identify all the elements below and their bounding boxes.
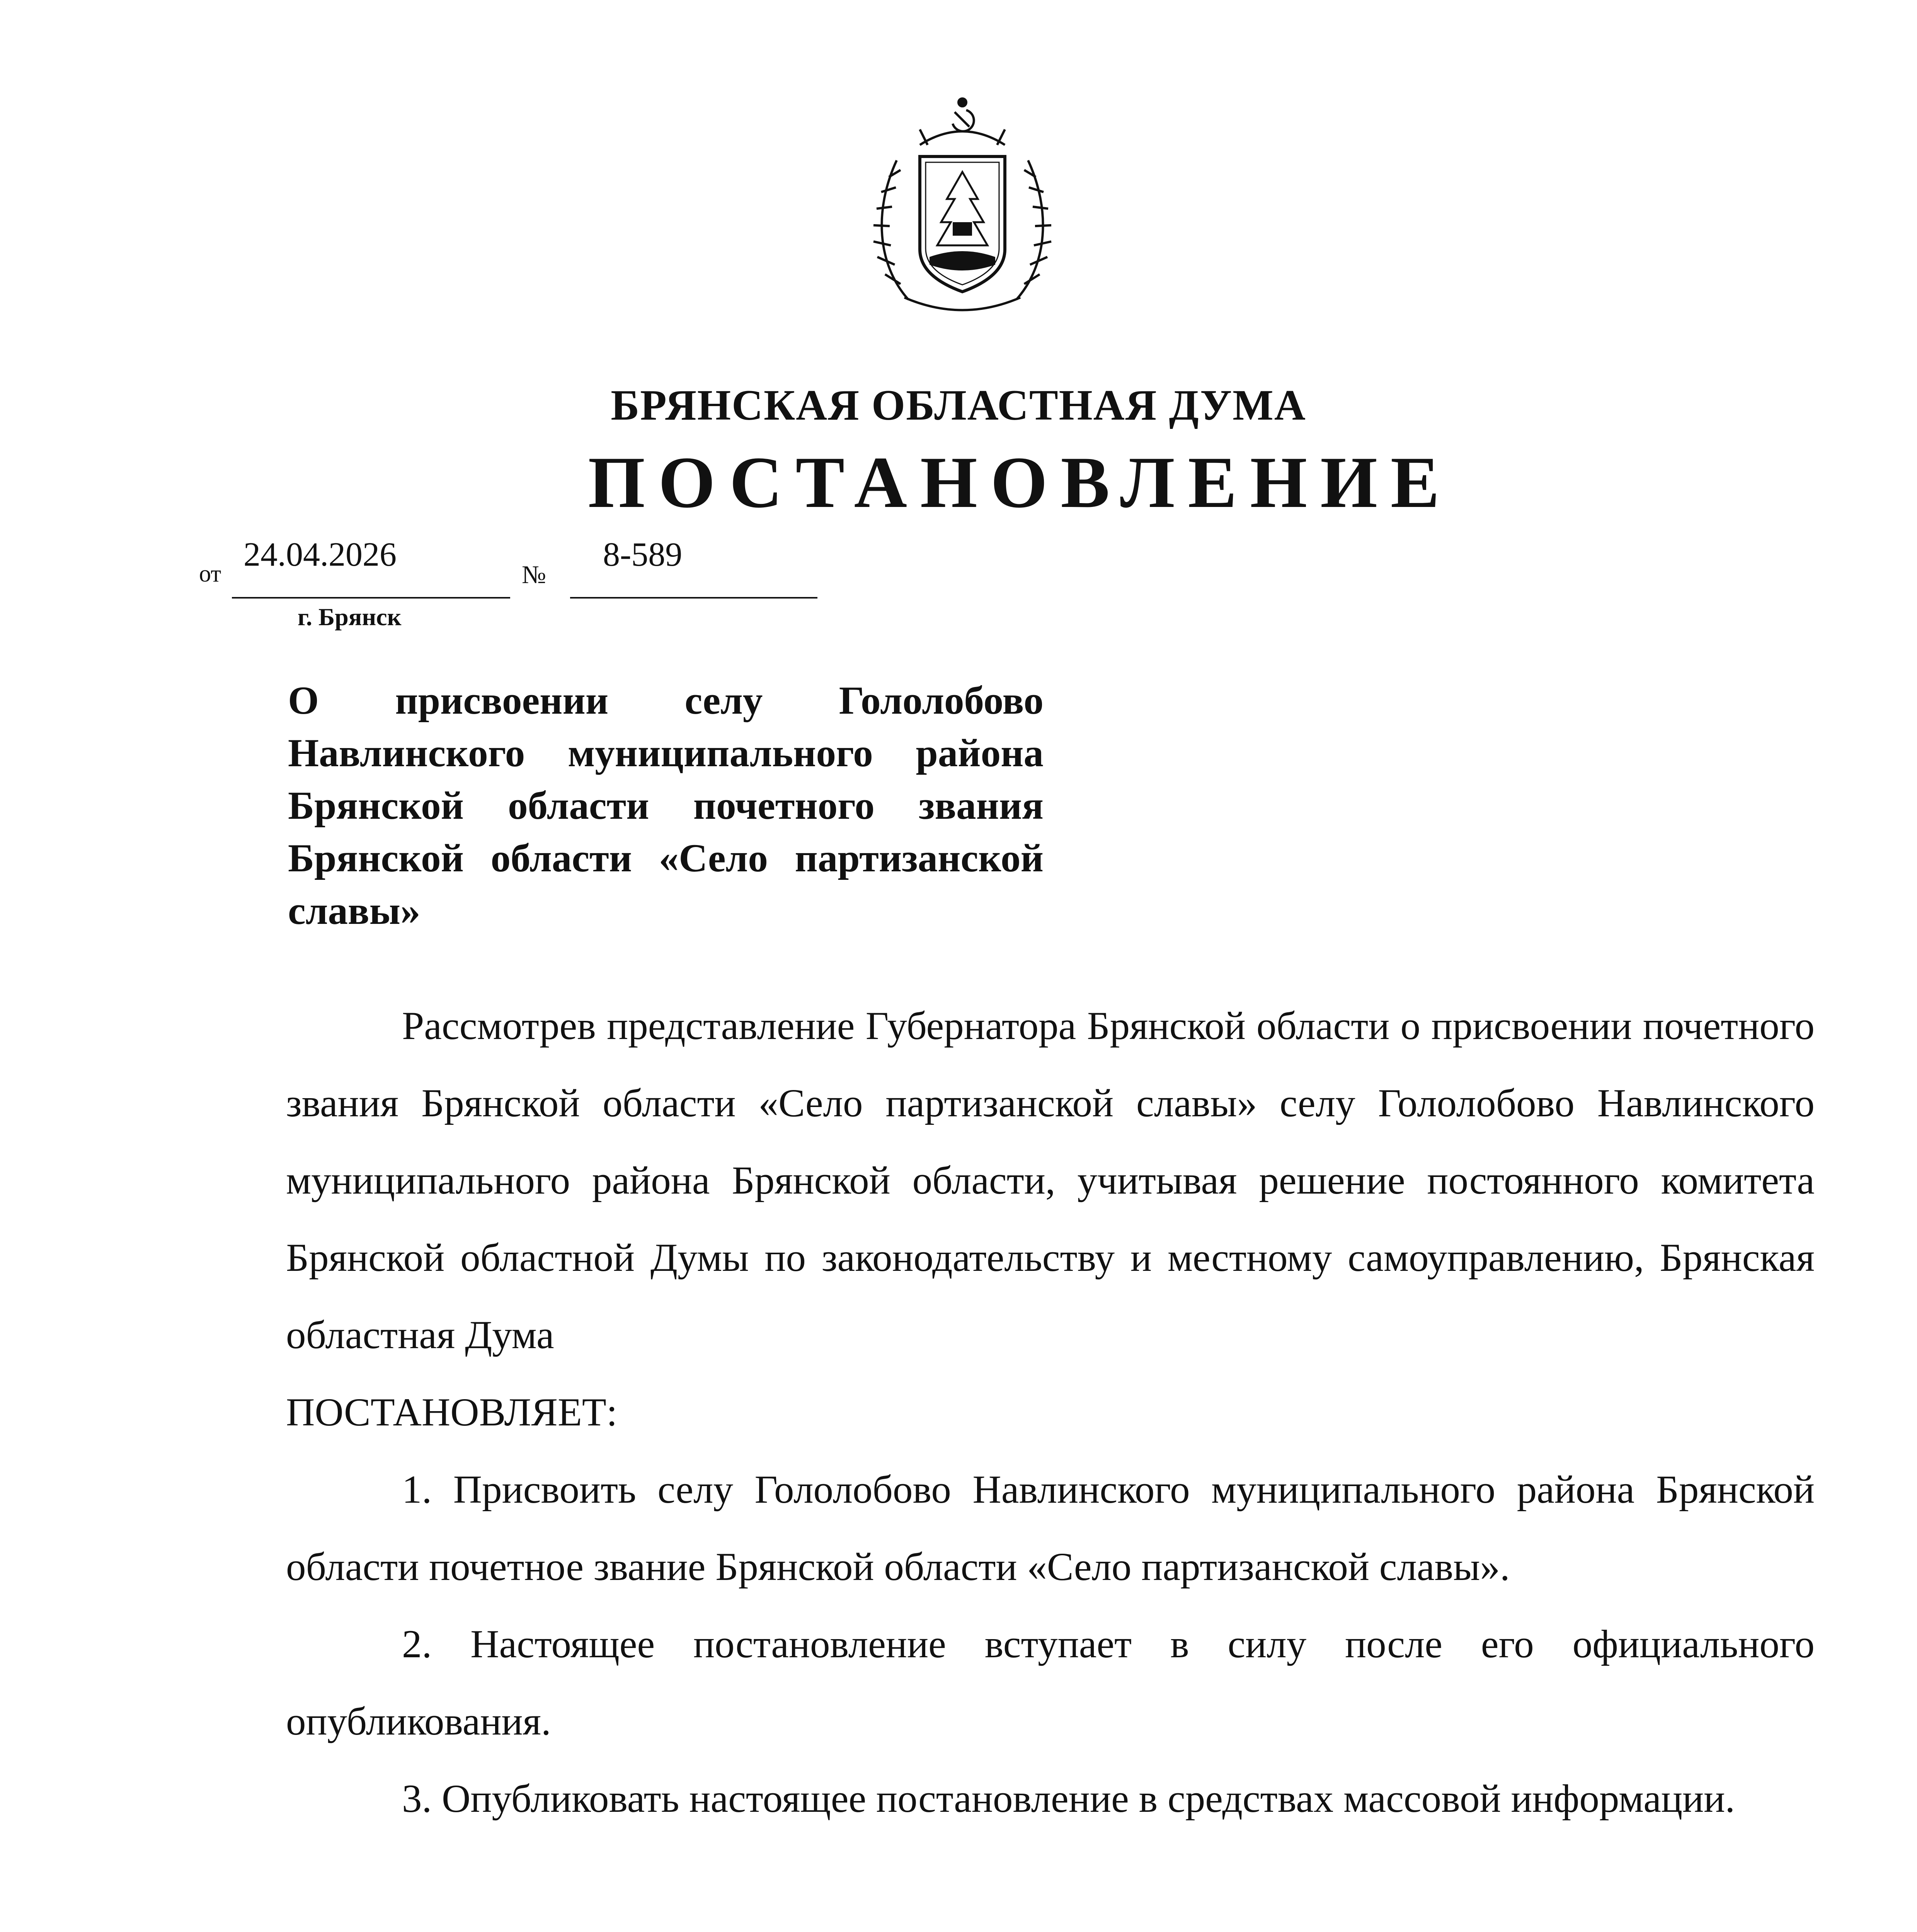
document-number: 8-589	[603, 536, 683, 573]
city-name: г. Брянск	[298, 603, 402, 631]
preamble-paragraph: Рассмотрев представление Губернатора Брянской области о присвоении почетного звания Брянской области «Село партизанской славы» селу Гололобово Навлинского муниципального района Брянской области, учитывая решение постоянного комитета Брянской областной Думы по законодательству и местному самоуправлению, Брянская областная Дума	[286, 1004, 1815, 1357]
resolves-word: ПОСТАНОВЛЯЕТ:	[286, 1390, 618, 1434]
document-date: 24.04.2026	[243, 536, 397, 573]
resolution-item-3: 3. Опубликовать настоящее постановление в средствах массовой информации.	[402, 1777, 1735, 1821]
date-underline	[232, 597, 510, 599]
organization-name: БРЯНСКАЯ ОБЛАСТНАЯ ДУМА	[611, 381, 1306, 429]
resolution-item-2: 2. Настоящее постановление вступает в силу после его официального опубликования.	[286, 1622, 1815, 1743]
number-label: №	[522, 561, 546, 589]
resolution-item-1: 1. Присвоить селу Гололобово Навлинского муниципального района Брянской области почетное звание Брянской области «Село партизанской славы».	[286, 1468, 1815, 1589]
date-label: от	[199, 561, 221, 587]
document-body	[286, 987, 1815, 1837]
number-underline	[570, 597, 817, 599]
coat-of-arms-emblem	[862, 83, 1063, 330]
document-type-title: ПОСТАНОВЛЕНИЕ	[588, 442, 1453, 523]
document-subject: О присвоении селу Гололобово Навлинского муниципального района Брянской области почетного звания Брянской области «Село партизанской славы»	[288, 679, 1044, 933]
